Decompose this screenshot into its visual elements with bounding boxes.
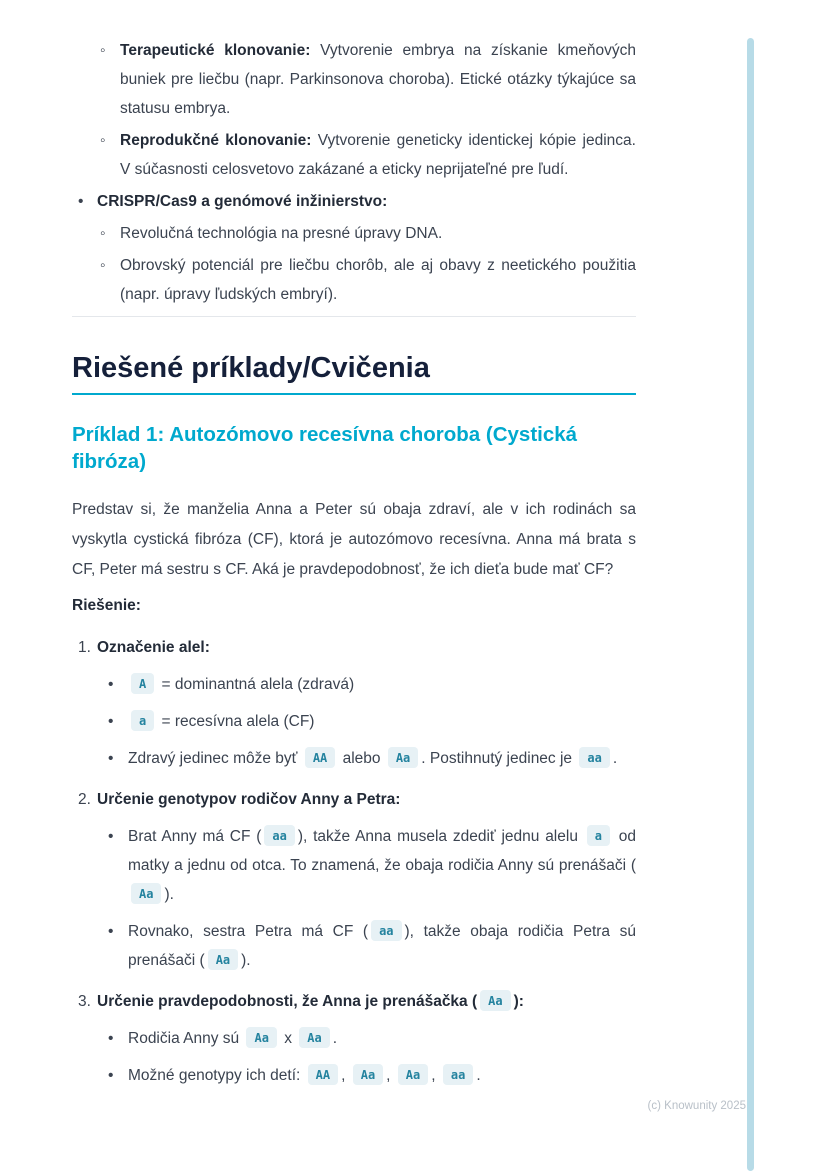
list-item [72, 219, 636, 248]
bullet-marker: • [108, 1030, 114, 1047]
genotype-chip: aa [371, 920, 401, 941]
text-run: , [341, 1067, 350, 1084]
step-heading [72, 987, 636, 1016]
bold-text-run: ): [513, 993, 524, 1010]
text-run: Rodičia Anny sú [128, 1030, 244, 1047]
text-run: ), takže Anna musela zdediť jednu alelu [297, 828, 584, 845]
list-item-text [128, 744, 636, 773]
list-item [72, 36, 636, 123]
text-run: Zdravý jedinec môže byť [128, 750, 302, 767]
list-item-text [128, 917, 636, 975]
list-item [72, 1024, 636, 1053]
bold-text-run: Terapeutické klonovanie: [120, 42, 311, 59]
bullet-marker: • [108, 1067, 114, 1084]
text-run: = recesívna alela (CF) [157, 713, 315, 730]
bullet-marker: • [108, 750, 114, 767]
list-item-text [128, 707, 636, 736]
list-item [72, 670, 636, 699]
circle-bullet-marker: ◦ [100, 257, 106, 274]
solution-step [72, 987, 636, 1090]
step-title [97, 987, 636, 1016]
text-run: , [386, 1067, 395, 1084]
text-run: . [612, 750, 618, 767]
step-number: 2. [78, 791, 91, 808]
genotype-chip: Aa [398, 1064, 428, 1085]
scrollbar[interactable] [747, 38, 754, 1171]
solution-steps-list [72, 633, 636, 1090]
text-run: , [431, 1067, 440, 1084]
problem-statement: Predstav si, že manželia Anna a Peter sú obaja zdraví, ale v ich rodinách sa vyskytla cystická fibróza (CF), ktorá je autozómovo recesívna. Anna má brata s CF, Peter má sestru s CF. Aká je pravdepodobnosť, že ich dieťa bude mať CF? [72, 501, 636, 578]
genotype-chip: Aa [353, 1064, 383, 1085]
genotype-chip: Aa [299, 1027, 329, 1048]
bold-text-run: CRISPR/Cas9 a genómové inžinierstvo: [97, 193, 388, 210]
list-item [72, 1061, 636, 1090]
example-heading: Príklad 1: Autozómovo recesívna choroba (Cystická fibróza) [72, 423, 578, 473]
list-item [72, 707, 636, 736]
step-heading [72, 785, 636, 814]
text-run: Možné genotypy ich detí: [128, 1067, 305, 1084]
genotype-chip: aa [443, 1064, 473, 1085]
bold-text-run: Reprodukčné klonovanie: [120, 132, 312, 149]
text-run: Vytvorenie embrya na získanie kmeňových buniek pre liečbu (napr. Parkinsonova choroba). Etické otázky týkajúce sa statusu embrya. [120, 42, 636, 117]
solution-step [72, 633, 636, 773]
text-run: ). [164, 886, 174, 903]
text-run: alebo [338, 750, 385, 767]
list-item-text [128, 1024, 636, 1053]
text-run: Revolučná technológia na presné úpravy DNA. [120, 225, 443, 242]
list-item-text [120, 36, 636, 123]
text-run: od matky a jednu od otca. To znamená, že obaja rodičia Anny sú prenášači ( [128, 828, 636, 874]
solution-step [72, 785, 636, 975]
genotype-chip: Aa [208, 949, 238, 970]
list-item-text [120, 251, 636, 309]
genotype-chip: AA [305, 747, 335, 768]
genotype-chip: Aa [131, 883, 161, 904]
bullet-marker: • [108, 923, 114, 940]
document-page [72, 36, 636, 1098]
step-title [97, 633, 636, 662]
step-number: 1. [78, 639, 91, 656]
genotype-chip: Aa [246, 1027, 276, 1048]
genotype-chip: AA [308, 1064, 338, 1085]
genotype-chip: a [131, 710, 154, 731]
text-run: Rovnako, sestra Petra má CF ( [128, 923, 369, 940]
genotype-chip: aa [264, 825, 294, 846]
text-run: = dominantná alela (zdravá) [157, 676, 355, 693]
section-heading: Riešené príklady/Cvičenia [72, 350, 636, 395]
genotype-chip: a [587, 825, 610, 846]
text-run: . [332, 1030, 338, 1047]
text-run: . Postihnutý jedinec je [421, 750, 577, 767]
list-item [72, 744, 636, 773]
step-heading [72, 633, 636, 662]
list-item [72, 126, 636, 184]
list-item-text [128, 822, 636, 909]
list-item-text [128, 1061, 636, 1090]
genotype-chip: aa [579, 747, 609, 768]
genotype-chip: A [131, 673, 154, 694]
list-item [72, 822, 636, 909]
text-run: ), takže obaja rodičia Petra sú prenášači ( [128, 923, 636, 969]
list-item-text [120, 219, 636, 248]
text-run: Brat Anny má CF ( [128, 828, 262, 845]
section-divider [72, 316, 636, 317]
copyright-watermark: (c) Knowunity 2025 [647, 1100, 746, 1112]
bold-text-run: Označenie alel: [97, 639, 210, 656]
list-item [72, 187, 636, 216]
circle-bullet-marker: ◦ [100, 42, 106, 59]
text-run: ). [241, 952, 251, 969]
genotype-chip: Aa [388, 747, 418, 768]
list-item-text [128, 670, 636, 699]
text-run: Obrovský potenciál pre liečbu chorôb, ale aj obavy z neetického použitia (napr. úpravy ľudských embryí). [120, 257, 636, 303]
genotype-chip: Aa [480, 990, 510, 1011]
text-run: Vytvorenie geneticky identickej kópie jedinca. V súčasnosti celosvetovo zakázané a eticky neprijateľné pre ľudí. [120, 132, 636, 178]
bullet-marker: • [108, 676, 114, 693]
circle-bullet-marker: ◦ [100, 225, 106, 242]
bold-text-run: Určenie pravdepodobnosti, že Anna je prenášačka ( [97, 993, 478, 1010]
text-run: . [476, 1067, 481, 1084]
text-run: x [279, 1030, 297, 1047]
solution-label: Riešenie: [72, 597, 141, 614]
circle-bullet-marker: ◦ [100, 132, 106, 149]
intro-bullet-list [72, 36, 636, 309]
list-item-text [120, 126, 636, 184]
bullet-marker: • [78, 193, 84, 210]
step-title [97, 785, 636, 814]
list-item-text [97, 187, 636, 216]
step-number: 3. [78, 993, 91, 1010]
list-item [72, 251, 636, 309]
bold-text-run: Určenie genotypov rodičov Anny a Petra: [97, 791, 401, 808]
list-item [72, 917, 636, 975]
bullet-marker: • [108, 713, 114, 730]
bullet-marker: • [108, 828, 114, 845]
